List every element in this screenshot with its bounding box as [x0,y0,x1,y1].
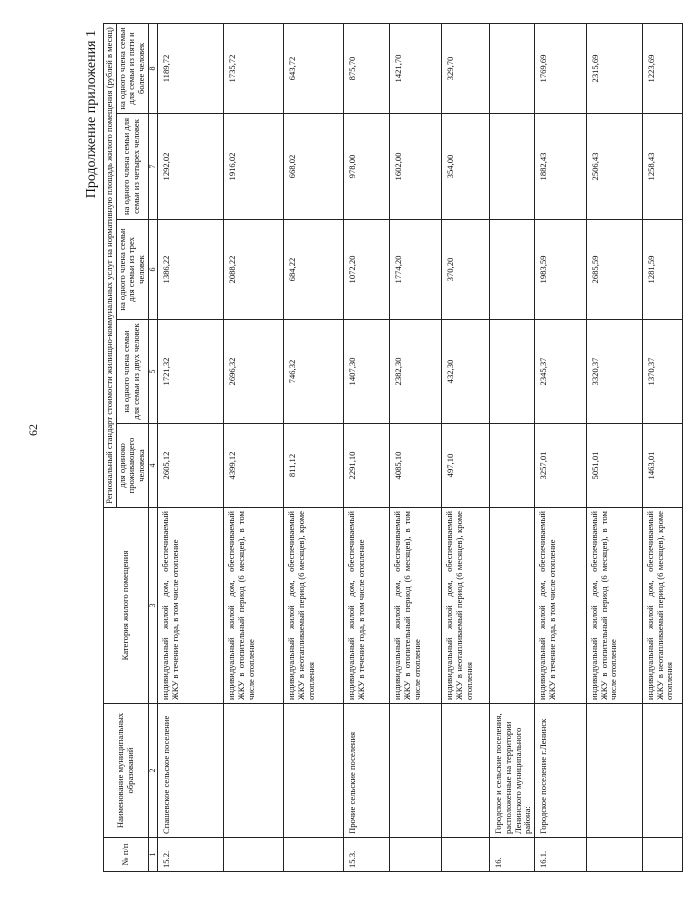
value-cell: 1735,72 [224,23,284,113]
value-cell: 2696,32 [224,320,284,424]
row-name [390,704,442,838]
row-number [586,838,642,872]
value-cell: 2315,69 [586,23,642,113]
value-cell: 1370,37 [642,320,682,424]
value-cell: 354,00 [442,114,490,220]
row-number: 15.3. [344,838,390,872]
value-cell: 643,72 [284,23,344,113]
header-standard-group: Региональный стандарт стоимости жилищно-коммунальных услуг на нормативную площадь жилого помещения (рублей в месяц) [104,23,117,507]
value-cell: 875,70 [344,23,390,113]
appendix-caption: Продолжение приложения 1 [84,30,99,199]
value-cell: 1769,69 [534,23,586,113]
value-cell: 1882,43 [534,114,586,220]
value-cell: 1407,30 [344,320,390,424]
page-number: 62 [26,424,40,436]
value-cell: 5051,01 [586,424,642,508]
header-category: Категория жилого помещения [104,508,149,704]
row-name [284,704,344,838]
table-row [534,23,586,871]
value-cell: 2685,59 [586,220,642,320]
row-name: Спашевское сельское поселение [158,704,224,838]
value-cell: 432,30 [442,320,490,424]
value-cell: 1072,20 [344,220,390,320]
value-cell: 1983,59 [534,220,586,320]
value-cell: 746,32 [284,320,344,424]
value-cell: 2382,30 [390,320,442,424]
table-row [442,23,490,871]
row-name: Городское и сельские поселения, расположенные на территории Ленинского муниципального района: [490,704,535,838]
header-sub: на одного члена семьи для семьи из трех человек [116,220,148,320]
housing-standard-table [103,23,683,872]
value-cell: 1281,59 [642,220,682,320]
column-number: 6 [148,220,158,320]
rotated-document [84,24,675,872]
value-cell [490,220,535,320]
value-cell: 4399,12 [224,424,284,508]
header-sub: на одного члена семьи для семьи из пяти и более человек [116,23,148,113]
row-number: 15.2. [158,838,224,872]
header-num: № п/п [104,838,149,872]
value-cell: 370,20 [442,220,490,320]
header-name: Наименование муниципальных образований [104,704,149,838]
value-cell: 4085,10 [390,424,442,508]
value-cell: 684,22 [284,220,344,320]
header-sub: на одного члена семьи для семьи из двух человек [116,320,148,424]
value-cell: 978,00 [344,114,390,220]
row-category: индивидуальный жилой дом, обеспечиваемый ЖКУ в неотапливаемый период (6 месяцев), кроме отопления [642,508,682,704]
value-cell: 1721,32 [158,320,224,424]
value-cell: 1916,02 [224,114,284,220]
row-name: Прочие сельские поселения [344,704,390,838]
value-cell: 3320,37 [586,320,642,424]
column-number-row [148,23,158,871]
value-cell: 1386,22 [158,220,224,320]
column-number: 4 [148,424,158,508]
row-category: индивидуальный жилой дом, обеспечиваемый ЖКУ в течение года, в том числе отопление [158,508,224,704]
row-category: индивидуальный жилой дом, обеспечиваемый ЖКУ в неотапливаемый период (6 месяцев), кроме отопления [284,508,344,704]
table-row [344,23,390,871]
value-cell [490,23,535,113]
row-number [224,838,284,872]
row-name [586,704,642,838]
table-row [390,23,442,871]
row-category: индивидуальный жилой дом, обеспечиваемый ЖКУ в течение года, в том числе отопление [534,508,586,704]
row-name [224,704,284,838]
table-row [490,23,535,871]
value-cell: 1292,02 [158,114,224,220]
value-cell: 2345,37 [534,320,586,424]
value-cell: 1223,69 [642,23,682,113]
header-sub: на одного члена семьи для семьи из четырех человек [116,114,148,220]
value-cell: 3257,01 [534,424,586,508]
column-number: 3 [148,508,158,704]
row-name: Городское поселение г.Ленинск [534,704,586,838]
value-cell: 2291,10 [344,424,390,508]
column-number: 5 [148,320,158,424]
value-cell: 1463,01 [642,424,682,508]
table-row [284,23,344,871]
header-sub: для одиноко проживающего человека [116,424,148,508]
header-row-1 [104,23,117,871]
value-cell: 2506,43 [586,114,642,220]
row-number [442,838,490,872]
value-cell [490,320,535,424]
row-category: индивидуальный жилой дом, обеспечиваемый ЖКУ в неотапливаемый период (6 месяцев), кроме отопления [442,508,490,704]
value-cell: 811,12 [284,424,344,508]
table-row [642,23,682,871]
value-cell: 1258,43 [642,114,682,220]
row-number: 16.1. [534,838,586,872]
row-category [490,508,535,704]
column-number: 8 [148,23,158,113]
row-number [642,838,682,872]
row-category: индивидуальный жилой дом, обеспечиваемый ЖКУ в отопительный период (6 месяцев), в том числе отопление [224,508,284,704]
value-cell [490,114,535,220]
row-category: индивидуальный жилой дом, обеспечиваемый ЖКУ в отопительный период (6 месяцев), в том числе отопление [586,508,642,704]
column-number: 1 [148,838,158,872]
row-name [442,704,490,838]
value-cell: 1602,00 [390,114,442,220]
table-row [224,23,284,871]
value-cell: 1189,72 [158,23,224,113]
value-cell: 497,10 [442,424,490,508]
row-name [642,704,682,838]
table-row [158,23,224,871]
row-category: индивидуальный жилой дом, обеспечиваемый ЖКУ в течение года, в том числе отопление [344,508,390,704]
value-cell: 668,02 [284,114,344,220]
value-cell: 2605,12 [158,424,224,508]
row-number: 16. [490,838,535,872]
table-row [586,23,642,871]
value-cell: 1774,20 [390,220,442,320]
value-cell: 2088,22 [224,220,284,320]
row-number [390,838,442,872]
row-number [284,838,344,872]
column-number: 7 [148,114,158,220]
value-cell: 329,70 [442,23,490,113]
value-cell [490,424,535,508]
value-cell: 1421,70 [390,23,442,113]
row-category: индивидуальный жилой дом, обеспечиваемый ЖКУ в отопительный период (6 месяцев), в том числе отопление [390,508,442,704]
column-number: 2 [148,704,158,838]
